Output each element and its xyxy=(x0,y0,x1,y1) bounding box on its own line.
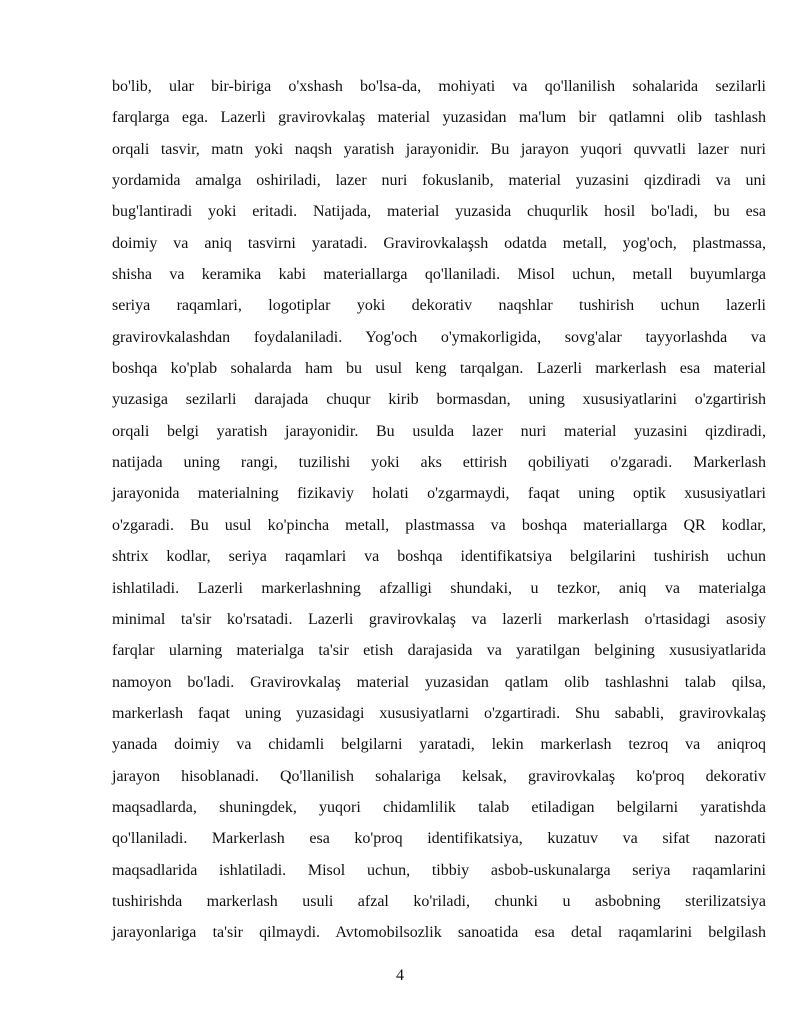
text-line: namoyon bo'ladi. Gravirovkalaş material yuzasidan qatlam olib tashlashni talab qilsa, xyxy=(112,673,766,691)
text-line: qo'llaniladi. Markerlash esa ko'proq identifikatsiya, kuzatuv va sifat nazorati xyxy=(112,830,766,848)
text-line: boshqa ko'plab sohalarda ham bu usul keng tarqalgan. Lazerli markerlash esa material xyxy=(112,360,766,378)
text-line: gravirovkalashdan foydalaniladi. Yog'och o'ymakorligida, sovg'alar tayyorlashda va xyxy=(112,328,766,346)
text-line: jarayon hisoblanadi. Qo'llanilish sohalariga kelsak, gravirovkalaş ko'proq dekorativ xyxy=(112,767,766,785)
text-line: seriya raqamlari, logotiplar yoki dekorativ naqshlar tushirish uchun lazerli xyxy=(112,297,766,315)
text-line: bo'lib, ular bir-biriga o'xshash bo'lsa-da, mohiyati va qo'llanilish sohalarida sezilarli xyxy=(112,78,766,95)
text-line: doimiy va aniq tasvirni yaratadi. Gravirovkalaşsh odatda metall, yog'och, plastmassa, xyxy=(112,234,766,252)
text-line: jarayonida materialning fizikaviy holati o'zgarmaydi, faqat uning optik xususiyatlari xyxy=(112,485,766,503)
body-paragraph xyxy=(112,71,766,949)
text-line: ishlatiladi. Lazerli markerlashning afzalligi shundaki, u tezkor, aniq va materialga xyxy=(112,579,766,597)
text-line: shisha va keramika kabi materiallarga qo'llaniladi. Misol uchun, metall buyumlarga xyxy=(112,266,766,284)
text-line: o'zgaradi. Bu usul ko'pincha metall, plastmassa va boshqa materiallarga QR kodlar, xyxy=(112,516,766,534)
text-line: farqlarga ega. Lazerli gravirovkalaş material yuzasidan ma'lum bir qatlamni olib tashlash xyxy=(112,109,766,127)
text-line: minimal ta'sir ko'rsatadi. Lazerli gravirovkalaş va lazerli markerlash o'rtasidagi asosiy xyxy=(112,610,766,628)
text-line: jarayonlariga ta'sir qilmaydi. Avtomobilsozlik sanoatida esa detal raqamlarini belgilash xyxy=(112,924,766,942)
text-line: yordamida amalga oshiriladi, lazer nuri fokuslanib, material yuzasini qizdiradi va uni xyxy=(112,172,766,190)
text-line: shtrix kodlar, seriya raqamlari va boshqa identifikatsiya belgilarini tushirish uchun xyxy=(112,548,766,566)
text-line: yanada doimiy va chidamli belgilarni yaratadi, lekin markerlash tezroq va aniqroq xyxy=(112,736,766,754)
page-number: 4 xyxy=(396,967,404,984)
text-line: yuzasiga sezilarli darajada chuqur kirib bormasdan, uning xususiyatlarini o'zgartirish xyxy=(112,391,766,409)
text-line: maqsadlarida ishlatiladi. Misol uchun, tibbiy asbob-uskunalarga seriya raqamlarini xyxy=(112,861,766,879)
text-line: markerlash faqat uning yuzasidagi xususiyatlarni o'zgartiradi. Shu sababli, gravirovkalaş xyxy=(112,704,766,722)
text-line: natijada uning rangi, tuzilishi yoki aks ettirish qobiliyati o'zgaradi. Markerlash xyxy=(112,454,766,472)
text-line: farqlar ularning materialga ta'sir etish darajasida va yaratilgan belgining xususiyatlarida xyxy=(112,642,766,660)
text-line: orqali belgi yaratish jarayonidir. Bu usulda lazer nuri material yuzasini qizdiradi, xyxy=(112,422,766,440)
text-line: tushirishda markerlash usuli afzal ko'riladi, chunki u asbobning sterilizatsiya xyxy=(112,892,766,910)
text-line: maqsadlarda, shuningdek, yuqori chidamlilik talab etiladigan belgilarni yaratishda xyxy=(112,798,766,816)
text-line: orqali tasvir, matn yoki naqsh yaratish jarayonidir. Bu jarayon yuqori quvvatli lazer nuri xyxy=(112,140,766,158)
text-line: bug'lantiradi yoki eritadi. Natijada, material yuzasida chuqurlik hosil bo'ladi, bu esa xyxy=(112,203,766,221)
